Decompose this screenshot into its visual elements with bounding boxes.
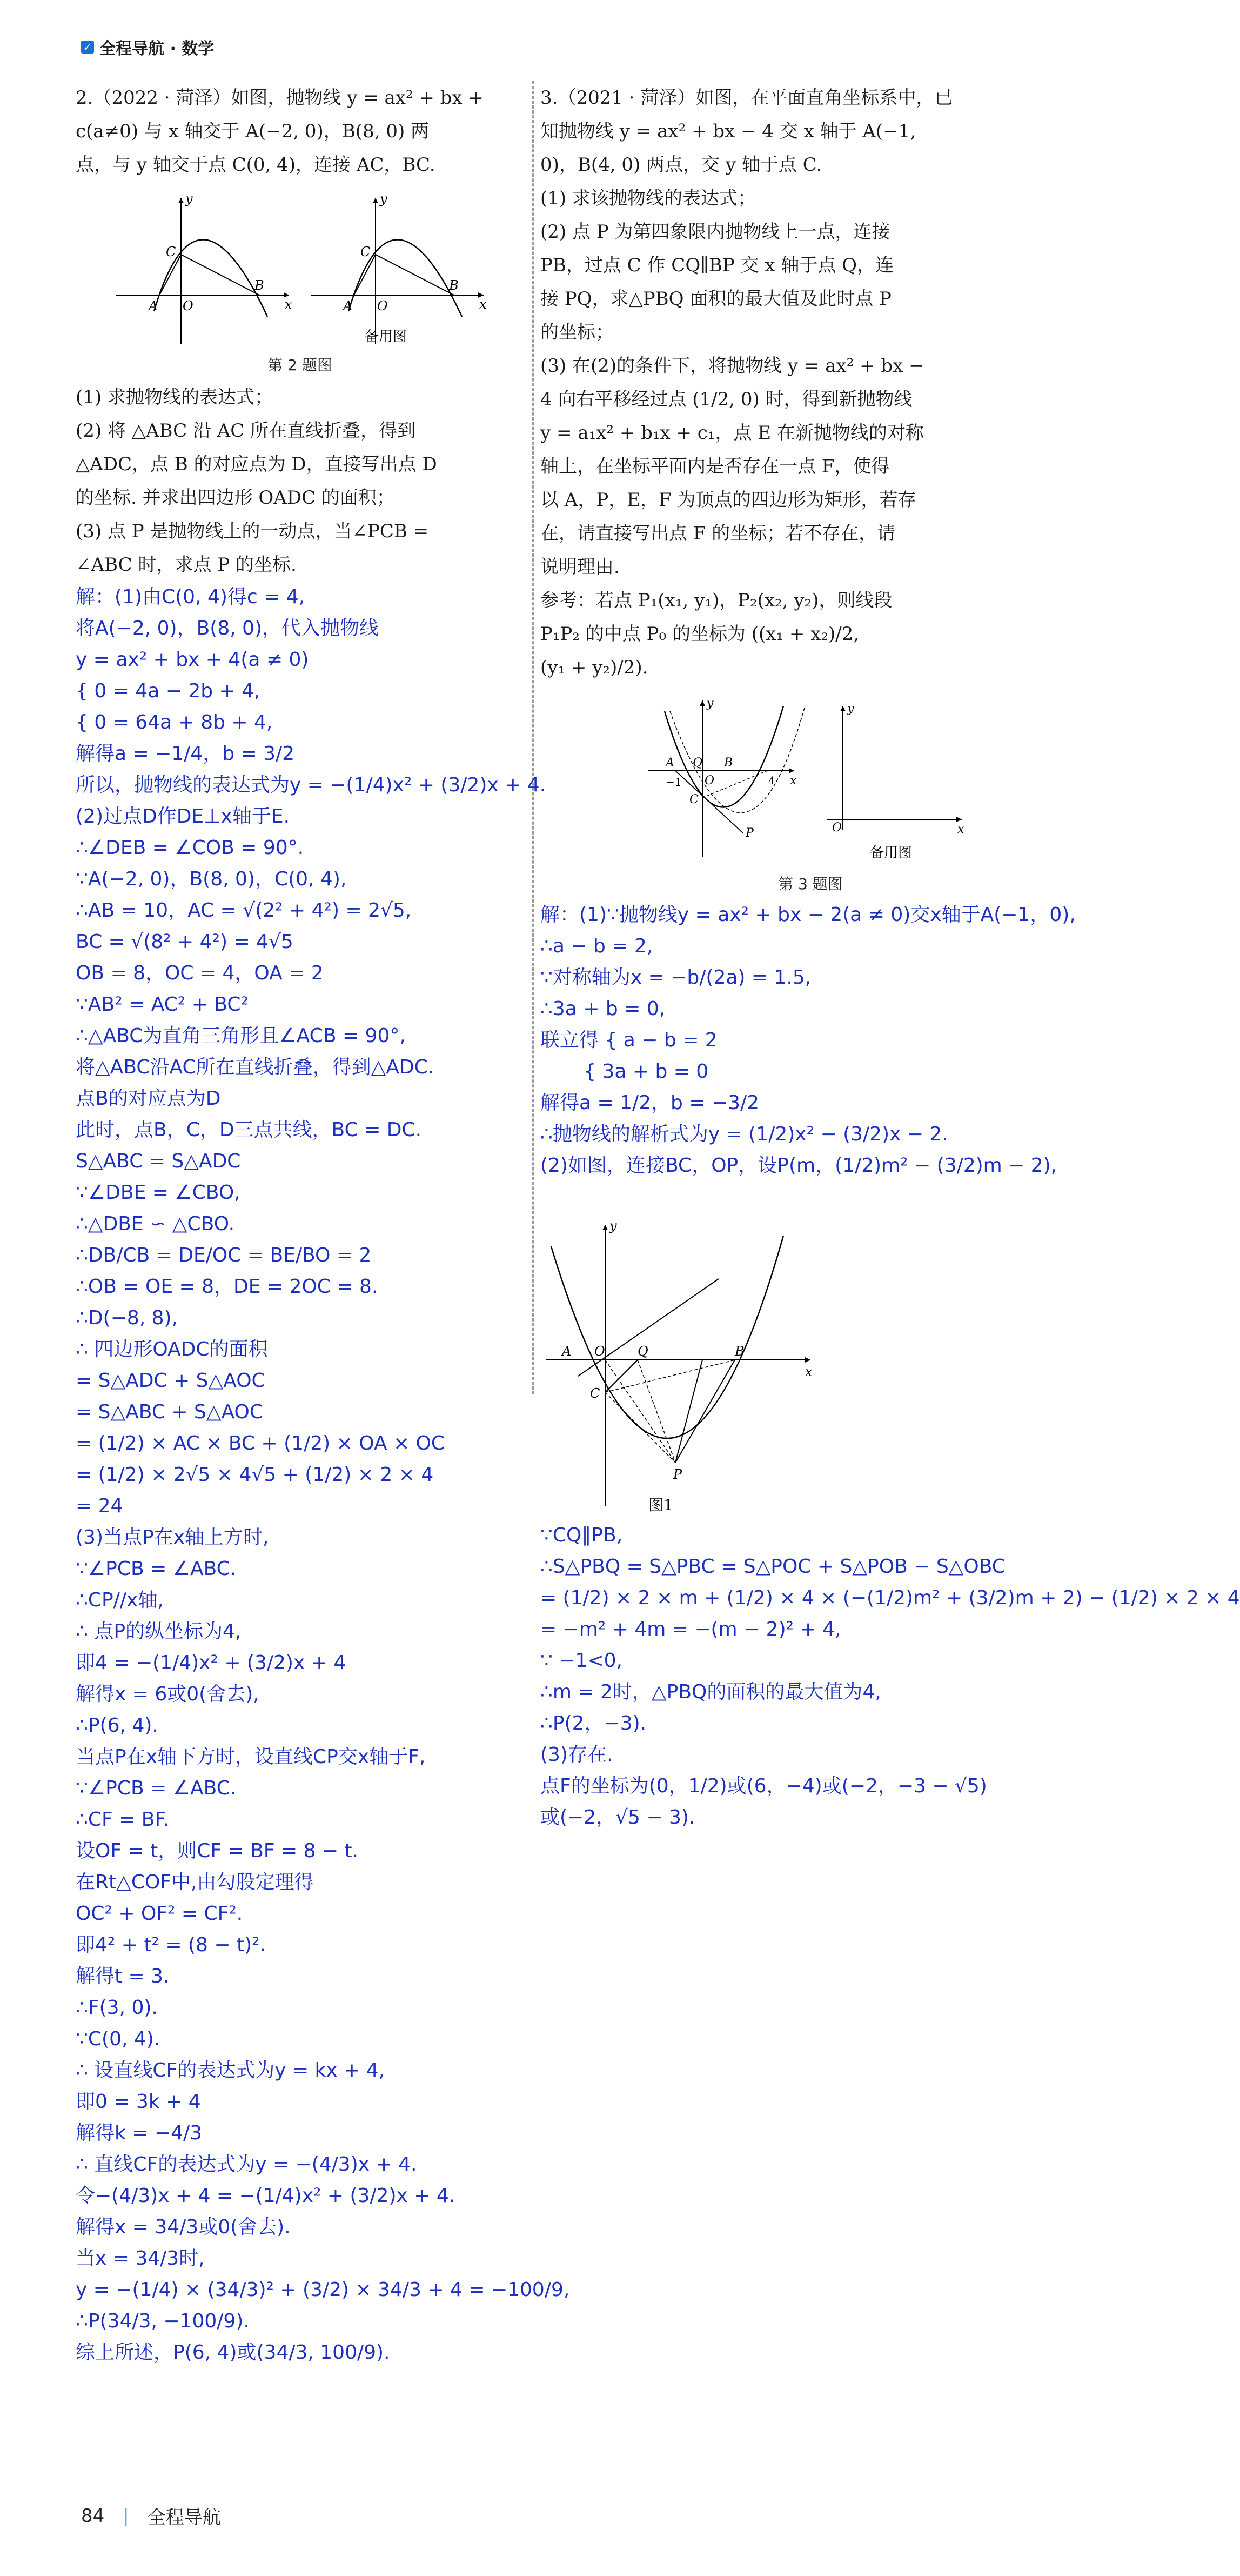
point-p-label: P xyxy=(746,826,754,840)
point-o-label: O xyxy=(705,774,715,788)
solution-line: ∴ 点P的纵坐标为4, xyxy=(76,1620,242,1643)
solution-line: ∴S△PBQ = S△PBC = S△POC + S△POB − S△OBC xyxy=(540,1556,1006,1578)
x-axis-label: x xyxy=(285,297,292,312)
solution-line: 所以，抛物线的表达式为y = −(1/4)x² + (3/2)x + 4. xyxy=(76,774,546,796)
solution-line: ∵ −1<0, xyxy=(540,1650,622,1672)
point-q-label: Q xyxy=(693,756,703,770)
x-axis-label: x xyxy=(790,774,797,788)
point-a-label: A xyxy=(562,1344,572,1359)
x-axis-label: x xyxy=(957,823,964,836)
solution-line: (2)如图，连接BC，OP，设P(m，(1/2)m² − (3/2)m − 2), xyxy=(540,1154,1057,1177)
solution-line: 即4² + t² = (8 − t)². xyxy=(76,1934,266,1956)
solution-line: 解：(1)由C(0, 4)得c = 4, xyxy=(76,586,305,608)
problem-2-figure xyxy=(105,187,494,349)
solution-line: { 3a + b = 0 xyxy=(540,1060,709,1083)
solution-line: 解得x = 34/3或0(舍去). xyxy=(76,2216,291,2238)
point-o-label: O xyxy=(183,298,193,313)
solution-line: ∴P(6, 4). xyxy=(76,1714,158,1737)
solution-line: = (1/2) × 2 × m + (1/2) × 4 × (−(1/2)m² + (3/2)m + 2) − (1/2) × 2 × 4 xyxy=(540,1587,1240,1609)
problem-line: 0)，B(4, 0) 两点，交 y 轴于点 C. xyxy=(540,154,822,176)
solution-line: ∴OB = OE = 8，DE = 2OC = 8. xyxy=(76,1276,378,1298)
solution-line: = (1/2) × 2√5 × 4√5 + (1/2) × 2 × 4 xyxy=(76,1464,434,1486)
solution-line: = (1/2) × AC × BC + (1/2) × OA × OC xyxy=(76,1432,445,1454)
backup-graph xyxy=(311,191,487,345)
problem-line: 参考：若点 P₁(x₁, y₁)，P₂(x₂, y₂)，则线段 xyxy=(540,590,893,611)
problem-line: (y₁ + y₂)/2). xyxy=(540,657,648,678)
solution-line: ∵对称轴为x = −b/(2a) = 1.5, xyxy=(540,966,812,989)
point-c-label: C xyxy=(166,244,176,259)
solution-line: 解得a = 1/2，b = −3/2 xyxy=(540,1092,760,1114)
solution-line: ∴AB = 10，AC = √(2² + 4²) = 2√5, xyxy=(76,899,412,922)
solution-line: (3)存在. xyxy=(540,1744,613,1766)
solution-line: y = ax² + bx + 4(a ≠ 0) xyxy=(76,649,309,671)
solution-line: 解得t = 3. xyxy=(76,1965,170,1987)
footer-separator: | xyxy=(123,2505,129,2527)
checkbox-icon: ✓ xyxy=(81,41,94,54)
question-line: (2) 将 △ABC 沿 AC 所在直线折叠，得到 xyxy=(76,420,416,442)
solution-figure-1 xyxy=(540,1214,821,1517)
point-a-label: A xyxy=(149,298,158,313)
y-axis-label: y xyxy=(185,191,193,206)
problem-line: 接 PQ，求△PBQ 面积的最大值及此时点 P xyxy=(540,288,892,310)
problem-line: (3) 在(2)的条件下，将抛物线 y = ax² + bx − xyxy=(540,355,924,377)
solution-line: ∴P(34/3, −100/9). xyxy=(76,2310,250,2332)
solution-line: ∴ 四边形OADC的面积 xyxy=(76,1338,268,1360)
solution-2 xyxy=(76,582,570,2368)
solution-line: ∴△ABC为直角三角形且∠ACB = 90°, xyxy=(76,1025,406,1047)
solution-line: y = −(1/4) × (34/3)² + (3/2) × 34/3 + 4 = −100/9, xyxy=(76,2279,570,2301)
point-a-label: A xyxy=(666,756,674,770)
tick-minus1: −1 xyxy=(666,776,682,789)
solution-line: OB = 8，OC = 4，OA = 2 xyxy=(76,962,324,984)
problem-line: 2.（2022 · 菏泽）如图，抛物线 y = ax² + bx + xyxy=(76,87,484,109)
problem-line: 4 向右平移经过点 (1/2, 0) 时，得到新抛物线 xyxy=(540,389,913,410)
solution-line: ∵A(−2, 0)，B(8, 0)，C(0, 4), xyxy=(76,868,347,890)
solution-line: { 0 = 64a + 8b + 4, xyxy=(76,711,273,733)
solution-line: ∴DB/CB = DE/OC = BE/BO = 2 xyxy=(76,1244,372,1266)
backup-graph xyxy=(827,702,964,861)
problem-line: c(a≠0) 与 x 轴交于 A(−2, 0)，B(8, 0) 两 xyxy=(76,121,430,142)
solution-line: ∵∠PCB = ∠ABC. xyxy=(76,1558,237,1580)
problem-line: 轴上，在坐标平面内是否存在一点 F，使得 xyxy=(540,456,890,477)
problem-line: 说明理由. xyxy=(540,556,620,578)
solution-line: 设OF = t，则CF = BF = 8 − t. xyxy=(76,1840,359,1862)
solution-line: 当点P在x轴下方时，设直线CP交x轴于F, xyxy=(76,1746,426,1768)
solution-line: { 0 = 4a − 2b + 4, xyxy=(76,680,260,702)
problem-3 xyxy=(540,81,1081,684)
problem-line: 知抛物线 y = ax² + bx − 4 交 x 轴于 A(−1, xyxy=(540,121,916,142)
solution-line: = −m² + 4m = −(m − 2)² + 4, xyxy=(540,1618,841,1640)
point-p-label: P xyxy=(673,1467,682,1482)
point-c-label: C xyxy=(689,793,699,806)
solution-line: 将A(−2, 0)，B(8, 0)，代入抛物线 xyxy=(76,617,379,639)
solution-line: ∴CF = BF. xyxy=(76,1808,169,1831)
problem-line: 3.（2021 · 菏泽）如图，在平面直角坐标系中，已 xyxy=(540,87,953,109)
solution-line: 即0 = 3k + 4 xyxy=(76,2091,201,2113)
problem-line: P₁P₂ 的中点 P₀ 的坐标为 ((x₁ + x₂)/2, xyxy=(540,623,860,645)
problem-line: 点，与 y 轴交于点 C(0, 4)，连接 AC，BC. xyxy=(76,154,435,176)
solution-line: OC² + OF² = CF². xyxy=(76,1903,243,1925)
page-footer xyxy=(81,2502,221,2529)
question-line: 的坐标. 并求出四边形 OADC 的面积； xyxy=(76,487,395,509)
page-number: 84 xyxy=(81,2505,105,2527)
solution-line: ∵AB² = AC² + BC² xyxy=(76,993,249,1016)
solution-line: ∴ 设直线CF的表达式为y = kx + 4, xyxy=(76,2059,385,2081)
problem-2-questions xyxy=(76,381,524,582)
header-title: 全程导航 · 数学 xyxy=(99,39,215,58)
point-b-label: B xyxy=(254,278,264,293)
problem-2 xyxy=(76,81,524,182)
point-o-label: O xyxy=(377,298,388,313)
solution-line: 点F的坐标为(0，1/2)或(6，−4)或(−2，−3 − √5) xyxy=(540,1775,987,1797)
tick-four: 4 xyxy=(768,774,775,787)
problem-line: 以 A，P，E，F 为顶点的四边形为矩形，若存 xyxy=(540,489,916,511)
problem-line: 在，请直接写出点 F 的坐标；若不存在，请 xyxy=(540,523,896,544)
right-column xyxy=(540,81,1240,1833)
solution-line: 解得a = −1/4，b = 3/2 xyxy=(76,743,295,765)
solution-line: 解：(1)∵抛物线y = ax² + bx − 2(a ≠ 0)交x轴于A(−1，0), xyxy=(540,904,1076,926)
question-line: (3) 点 P 是抛物线上的一动点，当∠PCB = xyxy=(76,520,429,542)
question-line: △ADC，点 B 的对应点为 D，直接写出点 D xyxy=(76,453,437,475)
solution-line: ∴△DBE ∽ △CBO. xyxy=(76,1213,235,1235)
solution-line: ∴F(3, 0). xyxy=(76,1997,158,2019)
solution-line: 即4 = −(1/4)x² + (3/2)x + 4 xyxy=(76,1652,346,1674)
problem-line: (1) 求该抛物线的表达式； xyxy=(540,188,756,209)
solution-line: ∴∠DEB = ∠COB = 90°. xyxy=(76,837,304,859)
x-axis-label: x xyxy=(805,1364,813,1379)
problem-3-figure xyxy=(643,690,978,868)
y-axis-label: y xyxy=(380,191,387,206)
point-b-label: B xyxy=(449,278,459,293)
main-graph xyxy=(116,191,292,344)
solution-line: 解得k = −4/3 xyxy=(76,2122,203,2144)
point-c-label: C xyxy=(360,244,371,259)
y-axis-label: y xyxy=(707,697,714,710)
solution-line: 综上所述，P(6, 4)或(34/3, 100/9). xyxy=(76,2341,390,2364)
column-divider xyxy=(532,81,534,1394)
solution-line: 联立得 { a − b = 2 xyxy=(540,1029,718,1051)
solution-line: = 24 xyxy=(76,1495,123,1517)
solution-line: ∴D(−8, 8), xyxy=(76,1307,178,1329)
main-graph xyxy=(648,697,805,857)
problem-line: y = a₁x² + b₁x + c₁，点 E 在新抛物线的对称 xyxy=(540,422,924,444)
solution-line: ∴a − b = 2, xyxy=(540,935,653,957)
solution-line: ∴m = 2时，△PBQ的面积的最大值为4, xyxy=(540,1681,881,1703)
solution-line: (3)当点P在x轴上方时, xyxy=(76,1526,269,1549)
point-q-label: Q xyxy=(638,1344,648,1359)
solution-line: 当x = 34/3时, xyxy=(76,2247,205,2270)
point-b-label: B xyxy=(724,756,733,770)
solution-line: ∵∠PCB = ∠ABC. xyxy=(76,1777,237,1799)
solution-3-part-a xyxy=(540,899,1081,1182)
point-b-label: B xyxy=(735,1344,745,1359)
solution-line: = S△ADC + S△AOC xyxy=(76,1370,265,1392)
solution-line: ∵CQ∥PB, xyxy=(540,1524,623,1546)
point-c-label: C xyxy=(590,1386,600,1401)
y-axis-label: y xyxy=(847,702,854,716)
y-axis-label: y xyxy=(609,1218,617,1233)
point-o-label: O xyxy=(594,1344,605,1359)
solution-line: ∴3a + b = 0, xyxy=(540,998,666,1020)
page-header xyxy=(81,34,214,61)
solution-line: 此时，点B，C，D三点共线，BC = DC. xyxy=(76,1119,422,1141)
solution-line: 令−(4/3)x + 4 = −(1/4)x² + (3/2)x + 4. xyxy=(76,2185,455,2207)
solution-line: 解得x = 6或0(舍去), xyxy=(76,1683,259,1705)
solution-line: ∵∠DBE = ∠CBO, xyxy=(76,1182,240,1204)
point-o-label: O xyxy=(832,821,842,835)
solution-line: S△ABC = S△ADC xyxy=(76,1150,241,1172)
solution-line: ∵C(0, 4). xyxy=(76,2028,160,2050)
solution-3-part-b xyxy=(540,1520,1240,1833)
question-line: ∠ABC 时，求点 P 的坐标. xyxy=(76,554,297,576)
solution-line: 在Rt△COF中,由勾股定理得 xyxy=(76,1871,314,1893)
solution-line: = S△ABC + S△AOC xyxy=(76,1401,264,1423)
solution-line: 将△ABC沿AC所在直线折叠，得到△ADC. xyxy=(76,1056,434,1078)
solution-line: (2)过点D作DE⊥x轴于E. xyxy=(76,805,290,827)
solution-line: 或(−2，√5 − 3). xyxy=(540,1806,695,1828)
problem-line: 的坐标； xyxy=(540,322,614,343)
question-line: (1) 求抛物线的表达式； xyxy=(76,386,273,408)
footer-book-name: 全程导航 xyxy=(147,2507,221,2528)
x-axis-label: x xyxy=(479,297,487,312)
figure-caption: 第 2 题图 xyxy=(267,356,332,374)
figure-caption: 第 3 题图 xyxy=(778,875,843,893)
point-a-label: A xyxy=(343,298,353,313)
solution-line: ∴CP//x轴, xyxy=(76,1589,164,1611)
solution-line: ∴ 直线CF的表达式为y = −(4/3)x + 4. xyxy=(76,2153,417,2175)
backup-figure-label: 备用图 xyxy=(870,845,913,861)
solution-line: 点B的对应点为D xyxy=(76,1087,221,1110)
backup-figure-label: 备用图 xyxy=(365,329,407,345)
solution-line: BC = √(8² + 4²) = 4√5 xyxy=(76,931,293,953)
problem-line: PB，过点 C 作 CQ∥BP 交 x 轴于点 Q，连 xyxy=(540,255,894,276)
figure-1-caption: 图1 xyxy=(648,1496,673,1514)
solution-line: ∴抛物线的解析式为y = (1/2)x² − (3/2)x − 2. xyxy=(540,1123,948,1145)
solution-line: ∴P(2，−3). xyxy=(540,1712,647,1734)
left-column xyxy=(76,81,570,2368)
problem-line: (2) 点 P 为第四象限内抛物线上一点，连接 xyxy=(540,221,890,243)
